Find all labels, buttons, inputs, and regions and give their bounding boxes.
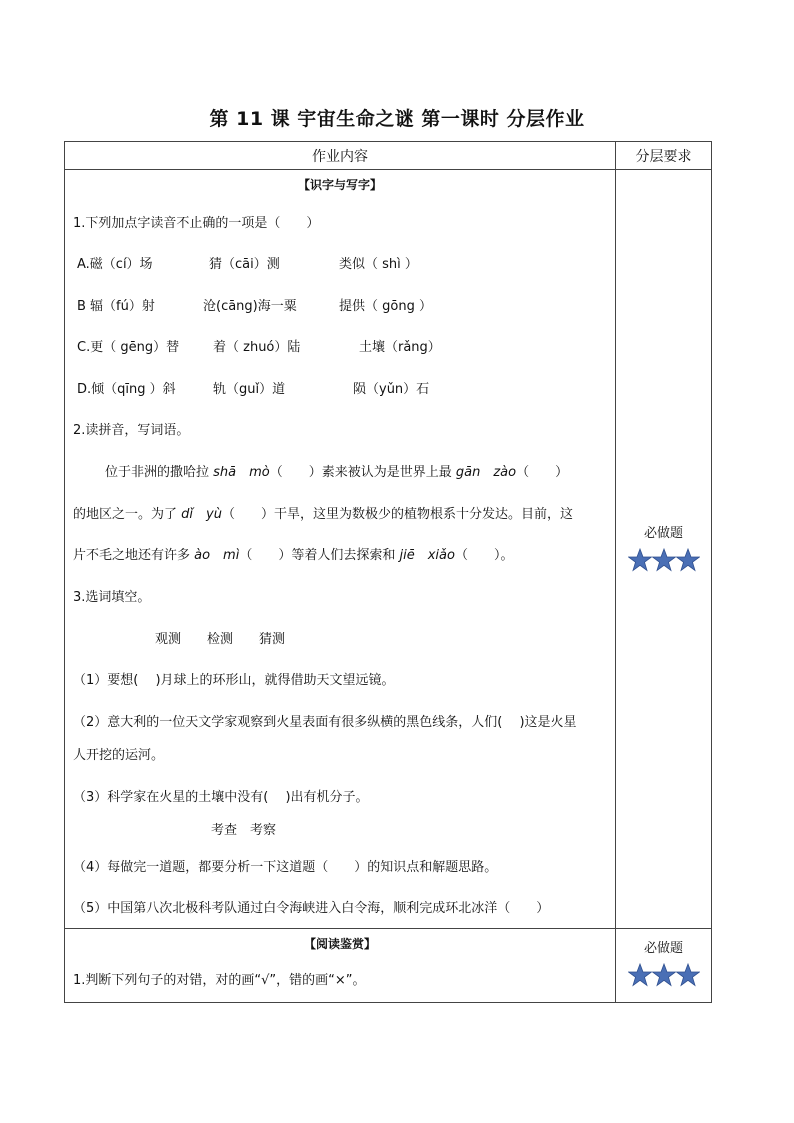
sentence-5: （5）中国第八次北极科考队通过白令海峡进入白令海，顺利完成环北冰洋（ ） — [73, 901, 550, 916]
requirement-label: 必做题 — [643, 941, 683, 956]
word-choices-1: 观测 检测 猜测 — [155, 632, 286, 647]
star-icon — [628, 548, 652, 572]
sentence-2a: （2）意大利的一位天文学家观察到火星表面有很多纵横的黑色线条，人们( )这是火星 — [73, 715, 577, 730]
question-3: 3.选词填空。 — [73, 590, 151, 605]
requirement-cell-1 — [616, 170, 711, 928]
header-content: 作业内容 — [65, 142, 616, 170]
star-icon — [652, 548, 676, 572]
requirement-label: 必做题 — [643, 526, 683, 541]
star-icon — [676, 548, 700, 572]
question-2: 2.读拼音，写词语。 — [73, 423, 190, 438]
star-icon — [676, 963, 700, 987]
header-requirement: 分层要求 — [616, 142, 712, 170]
sentence-3: （3）科学家在火星的土壤中没有( )出有机分子。 — [73, 790, 369, 805]
page-title: 第 11 课 宇宙生命之谜 第一课时 分层作业 — [209, 108, 585, 130]
table-row — [65, 170, 712, 929]
section1-content: 【识字与写字】 1.下列加点字读音不止确的一项是（ ） A.磁（cí）场 猜（cāi）测 类似（ shì ） B 辐（fú）射 沧(cāng)海一粟 提供（ gōng ） C.更（ gēng）替 着（ zhuó）陆 土壤（rǎng） D.倾（qīng ）斜 轨（guǐ）道 陨（yǔn）石 2.读拼音，写词语。 位于非洲的撒哈拉 shā mò（ ）素来被认为是世界上最 gān zào（ ） 的地区之一。为了 dǐ yù（ ）干旱，这里为数极少的植物根系十分发达。目前，这 片不毛之地还有许多 ào mì（ ）等着人们去探索和 jiē xiǎo（ ）。 3.选词填空。 观测 检测 猜测 （1）要想( )月球上的环形山，就得借助天文望远镜。 （2）意大利的一位天文学家观察到火星表面有很多纵横的黑色线条，人们( )这是火星 人开挖的运河。 （3）科学家在火星的土壤中没有( )出有机分子。 考查 考察 （4）每做完一道题，都要分析一下这道题（ ）的知识点和解题思路。 （5）中国第八次北极科考队通过白令海峡进入白令海，顺利完成环北冰洋（ ） — [65, 170, 615, 928]
section-heading: 【阅读鉴赏】 — [303, 937, 376, 951]
sentence-4: （4）每做完一道题，都要分析一下这道题（ ）的知识点和解题思路。 — [73, 860, 498, 875]
table-row — [65, 929, 712, 1003]
word-choices-2: 考查 考察 — [211, 823, 277, 838]
section-heading: 【识字与写字】 — [297, 178, 382, 192]
passage-line-2: 的地区之一。为了 dǐ yù（ ）干旱，这里为数极少的植物根系十分发达。目前，这 — [73, 507, 573, 522]
difficulty-stars — [616, 548, 711, 572]
star-icon — [652, 963, 676, 987]
sentence-1: （1）要想( )月球上的环形山，就得借助天文望远镜。 — [73, 673, 395, 688]
star-icon — [628, 963, 652, 987]
question-1: 1.下列加点字读音不止确的一项是（ ） — [73, 216, 320, 231]
table-header-row — [65, 142, 712, 170]
reading-question-1: 1.判断下列句子的对错，对的画“√”，错的画“×”。 — [73, 973, 366, 988]
section2-content — [65, 929, 615, 1002]
passage-line-3: 片不毛之地还有许多 ào mì（ ）等着人们去探索和 jiē xiǎo（ ）。 — [73, 548, 514, 563]
homework-table — [64, 141, 712, 1003]
difficulty-stars — [616, 963, 711, 987]
passage-line-1: 位于非洲的撒哈拉 shā mò（ ）素来被认为是世界上最 gān zào（ ） — [105, 465, 569, 480]
requirement-cell-2 — [616, 929, 711, 1002]
sentence-2b: 人开挖的运河。 — [73, 748, 165, 763]
